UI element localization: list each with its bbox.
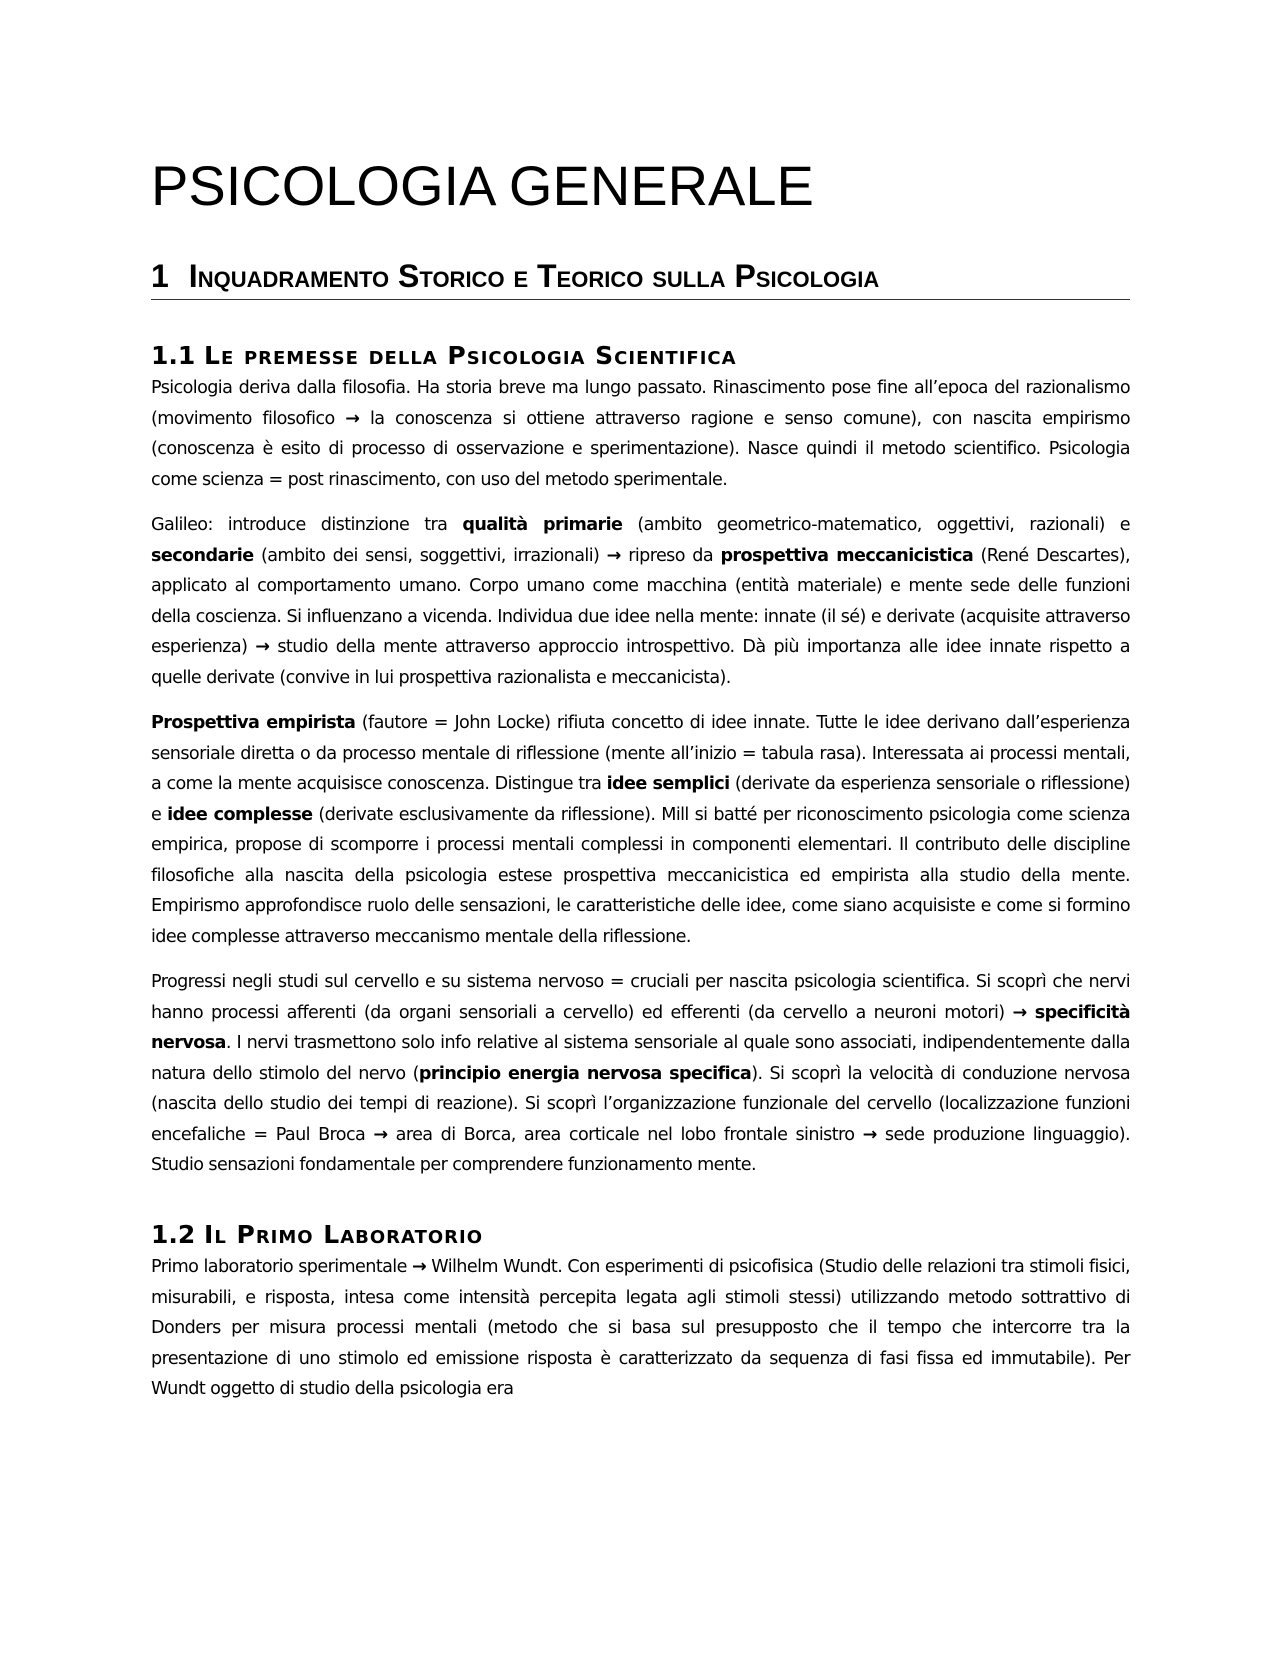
section-number: 1.1 [151,340,196,370]
section-number: 1.2 [151,1219,196,1249]
section-heading [151,1221,1130,1249]
arrow-right-icon: → [862,1124,877,1145]
bold-term: prospettiva meccanicistica [720,545,974,566]
chapter-heading [151,258,1130,300]
bold-term: secondarie [151,545,254,566]
section-1-1 [151,342,1130,1181]
chapter-number: 1 [151,258,169,294]
section-1-2 [151,1221,1130,1405]
bold-term: principio energia nervosa specifica [418,1063,752,1084]
arrow-right-icon: → [373,1124,388,1145]
paragraph: Psicologia deriva dalla filosofia. Ha storia breve ma lungo passato. Rinascimento pose fine all’epoca del razionalismo (movimento filosofico → la conoscenza si ottiene attraverso ragione e senso comune), con nascita empirismo (conoscenza è esito di processo di osservazione e sperimentazione). Nasce quindi il metodo scientifico. Psicologia come scienza = post rinascimento, con uso del metodo sperimentale. [151,378,1130,490]
arrow-right-icon: → [255,637,270,658]
paragraph: Progressi negli studi sul cervello e su sistema nervoso = cruciali per nascita psicologia scientifica. Si scoprì che nervi hanno processi afferenti (da organi sensoriali a cervello) ed efferenti (da cervello a neuroni motori) → specificità nervosa. I nervi trasmettono solo info relative al sistema sensoriale al quale sono associati, indipendentemente dalla natura dello stimolo del nervo (principio energia nervosa specifica). Si scoprì la velocità di conduzione nervosa (nascita dello studio dei tempi di reazione). Si scoprì l’organizzazione funzionale del cervello (localizzazione funzioni encefaliche = Paul Broca → area di Borca, area corticale nel lobo frontale sinistro → sede produzione linguaggio). Studio sensazioni fondamentale per comprendere funzionamento mente. [151,972,1130,1176]
bold-term: qualità primarie [462,515,623,536]
bold-term: specificità nervosa [151,1002,1130,1054]
section-title: Le premesse della Psicologia Scientifica [204,340,737,370]
arrow-right-icon: → [1012,1002,1027,1023]
bold-term: Prospettiva empirista [151,713,356,734]
paragraph: Prospettiva empirista (fautore = John Locke) rifiuta concetto di idee innate. Tutte le idee derivano dall’esperienza sensoriale diretta o da processo mentale di riflessione (mente all’inizio = tabula rasa). Interessata ai processi mentali, a come la mente acquisisce conoscenza. Distingue tra idee semplici (derivate da esperienza sensoriale o riflessione) e idee complesse (derivate esclusivamente da riflessione). Mill si batté per riconoscimento psicologia come scienza empirica, propose di scomporre i processi mentali complessi in componenti elementari. Il contributo delle discipline filosofiche alla nascita della psicologia estese prospettiva meccanicistica ed empirista alla studio della mente. Empirismo approfondisce ruolo delle sensazioni, le caratteristiche delle idee, come siano acquisiste e come si formino idee complesse attraverso meccanismo mentale della riflessione. [151,713,1131,947]
arrow-right-icon: → [345,408,360,429]
chapter-title: Inquadramento Storico e Teorico sulla Psicologia [188,258,880,294]
paragraph: Galileo: introduce distinzione tra qualità primarie (ambito geometrico-matematico, oggettivi, razionali) e secondarie (ambito dei sensi, soggettivi, irrazionali) → ripreso da prospettiva meccanicistica (René Descartes), applicato al comportamento umano. Corpo umano come macchina (entità materiale) e mente sede delle funzioni della coscienza. Si influenzano a vicenda. Individua due idee nella mente: innate (il sé) e derivate (acquisite attraverso esperienza) → studio della mente attraverso approccio introspettivo. Dà più importanza alle idee innate rispetto a quelle derivate (convive in lui prospettiva razionalista e meccanicista). [151,515,1130,688]
bold-term: idee complesse [167,804,313,825]
arrow-right-icon: → [606,545,621,566]
bold-term: idee semplici [606,774,730,795]
paragraph: Primo laboratorio sperimentale → Wilhelm Wundt. Con esperimenti di psicofisica (Studio delle relazioni tra stimoli fisici, misurabili, e risposta, intesa come intensità percepita legata agli stimoli stessi) utilizzando metodo sottrattivo di Donders per misura processi mentali (metodo che si basa sul presupposto che il tempo che intercorre tra la presentazione di uno stimolo ed emissione risposta è caratterizzato da sequenza di fasi fissa ed immutabile). Per Wundt oggetto di studio della psicologia era [151,1257,1130,1400]
section-heading [151,342,1130,370]
document-page [151,140,1130,1420]
arrow-right-icon: → [411,1257,427,1278]
section-title: Il Primo Laboratorio [204,1219,484,1249]
document-title: PSICOLOGIA GENERALE [151,154,814,217]
